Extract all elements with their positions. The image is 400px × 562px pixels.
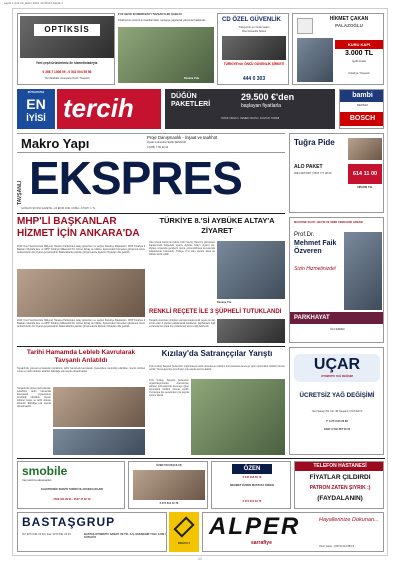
top-story-sub: Kütahya'nın önemli iş insanlarından, sanayiye yapılacak yatırımlar hakkında... — [118, 19, 208, 22]
telefon-title: TELEFON HASTANESİ — [295, 462, 384, 471]
en-iyisi-sub: İYİSİ — [26, 113, 46, 123]
tercih-text: tercih — [63, 93, 134, 123]
tugra-phones: 0544 648 0067 | 0537 777 28 60 — [294, 172, 332, 175]
doctor-slogan: Sizin Hizmetinizde! — [294, 266, 337, 272]
buse-ad — [211, 461, 291, 509]
en-iyisi-top: KÜTAHYA'DA — [27, 91, 45, 94]
bambi-name: bambi — [340, 90, 384, 102]
guvenlik-line2: Özel Güvenlik Şirketi — [241, 30, 267, 33]
ucar-ad — [289, 347, 384, 455]
makro-phone: 0 (266) 7 60 22 64 — [147, 146, 169, 149]
kiralik-photo — [297, 38, 333, 82]
kiralik-name: HİKMET ÇAKAN — [329, 16, 369, 22]
turkiye-more[interactable]: Devamı 3'te — [217, 301, 232, 304]
bambi-sub: MERKEZ — [357, 104, 368, 107]
optik-logo: OPTİKSİS — [34, 24, 100, 36]
tercih-logo — [57, 89, 161, 129]
divider-2 — [17, 346, 285, 347]
alper-name: ALPER — [209, 513, 301, 540]
kiralik-price: 3.000 TL — [344, 50, 373, 57]
alper-sub: sarrafiye — [251, 540, 272, 546]
ozen-name: ÖZEN TAVUKÇULUK — [156, 464, 182, 467]
doctor-brand: Özel ERDEK — [330, 328, 345, 331]
tugra-photo — [348, 138, 382, 160]
rekli-headline: RENKLİ REÇETE İLE 3 ŞÜPHELİ TUTUKLANDI — [149, 309, 282, 315]
dugun-price: 29.500 €'den — [241, 92, 295, 102]
guvenlik-line1: Türkiye'nin en Önde Gelen — [238, 26, 270, 29]
makro-line2: İnşaat mühendisi Sadık ŞENGÜR — [147, 141, 186, 144]
satranc-headline: Kızılay'da Satranççılar Yarıştı — [161, 349, 273, 358]
mobile-ad — [17, 461, 125, 509]
buse-owners: MEHMET ÖZDEN MUSTAFA ÖZDEN — [230, 484, 274, 487]
tarihi-headline: Tarihi Hamamda Lebleb Kavrularak Tavşanlı Anlatıldı — [26, 349, 136, 364]
kiralik-ad — [292, 13, 384, 85]
doctor-title: Prof.Dr. — [294, 232, 315, 238]
guvenlik-tagline: TÜRKİYE'nin ÖNCÜ GÜVENLİK ŞİRKETİ — [223, 62, 285, 66]
rekli-body: Tavşanlı ilçesinde yürütülen soruşturmada renkli reçete ile ilaç temin eden 3 şüpheli yakalanarak tutuklandı. Şüphelilerin ilgili eczanelerden yasa dışı yollarla ilaç temin ettiği belirlendi. — [149, 319, 215, 328]
en-iyisi-main: EN — [26, 96, 46, 112]
turkiye-photo — [217, 241, 285, 299]
optik-phones: 0 266 7 1008 09 - 0 541 004 55 56 — [42, 70, 92, 74]
footer-mark: 42 — [197, 556, 203, 561]
optik-photo — [20, 16, 114, 58]
ucar-line: ÜCRETSİZ YAĞ DEĞİŞİMİ — [299, 392, 375, 399]
mhp-photo — [17, 269, 145, 317]
bastas-name: BASTAŞGRUP — [22, 515, 116, 529]
bambi-ad — [339, 89, 384, 129]
alper-tagline: Hayallerinize Dokunan... — [319, 517, 379, 523]
top-story — [118, 13, 214, 85]
mobile-phone: 0539 424 99 91 - 0537 47 63 19 — [53, 498, 91, 501]
bosch-name: BOSCH — [340, 112, 384, 126]
divider-3 — [17, 458, 385, 459]
top-story-photo — [118, 27, 214, 83]
mhp-body: 2019 Yerel Seçimlerinde Milliyetçi Hareket Partisinden aday gösterilen ve seçilen Belediye Başkanları, MHP Kütahya İl Başkanı Mustafa Ece ve MHP Kütahya Milletvekili Dr. Ahmet Erbaş ile birlikte, ilçelerindeki hizmetleri görüşmek üzere Ankara'da bir dizi ziyaret gerçekleştirdi. Bakanlıklarda yapılan görüşmelerde ilçelerin ihtiyaçları dile getirildi. — [17, 245, 145, 254]
doctor-lines: MUAYENE SAATİ • BEYİN VE SİNİR CERRAHİSİ UZMANI — [294, 221, 363, 224]
makro-line1: Proje Danışmanlık - İnşaat ve taahhüt — [147, 135, 218, 140]
renault-name: RENAULT — [177, 542, 191, 545]
ucar-name: UÇAR — [313, 356, 361, 373]
tarihi-body-2: Tavşanlı'da yöresel lezzetlerden leblebinin tarihi hamamda kavrularak ziyaretçilere tanıtıldığı etkinlikte, ilçenin kültürel mirası ve tarihi dokusu anlatıldı. Etkinliğe çok sayıda davetli katıldı. — [17, 387, 51, 408]
satranc-body-2: Türk Kızılay Tavşanlı Şubesi'nin organizasyonunda düzenlenen satranç turnuvasında dereceye giren sporculara ödülleri törenle verildi. Turnuvaya ilçe genelinden çok sayıda sporcu katıldı. — [149, 379, 189, 397]
ucar-phone: T: 0 274 615 26 88 — [326, 420, 348, 423]
telefon-ad — [294, 461, 384, 509]
ucar-gsm: GSM: 0 532 387 56 15 — [323, 428, 351, 431]
guvenlik-name: CD ÖZEL GÜVENLİK — [222, 17, 281, 23]
tarihi-body: Tavşanlı'da yöresel lezzetlerden leblebinin tarihi hamamda kavrularak ziyaretçilere tanıtıldığı etkinlikte, ilçenin kültürel mirası ve tarihi dokusu anlatıldı. Etkinliğe çok sayıda davetli katıldı. — [17, 367, 145, 373]
mobile-sub: Cep telefonu aksesuarları — [22, 479, 52, 482]
tarihi-photo-1 — [53, 387, 145, 427]
kiralik-brand: PALAZOĞLU — [335, 23, 363, 28]
dugun-ad — [165, 89, 335, 129]
turkiye-headline: TÜRKİYE 8.'Sİ AYBÜKE ALTAY'A ZİYARET — [159, 216, 275, 235]
mhp-body-2: 2019 Yerel Seçimlerinde Milliyetçi Hareket Partisinden aday gösterilen ve seçilen Belediye Başkanları, MHP Kütahya İl Başkanı Mustafa Ece ve MHP Kütahya Milletvekili Dr. Ahmet Erbaş ile birlikte, ilçelerindeki hizmetleri görüşmek üzere Ankara'da bir dizi ziyaret gerçekleştirdi. Bakanlıklarda yapılan görüşmelerde ilçelerin ihtiyaçları dile getirildi. — [17, 319, 145, 328]
ucar-sub: OTOMOTİV YAĞ DEĞİŞİM — [321, 375, 353, 378]
kiralik-contact: Kütahya / Tavşanlı — [348, 72, 370, 75]
makro-name: Makro Yapı — [21, 136, 90, 151]
ozen-ad — [128, 461, 208, 509]
satranc-photo — [191, 379, 285, 455]
turkiye-headline-area — [149, 216, 285, 240]
satranc-body: Türk Kızılay Tavşanlı Şubesi'nin organizasyonunda düzenlenen satranç turnuvasında dereceye giren sporculara ödülleri törenle verildi. Turnuvaya ilçe genelinden çok sayıda sporcu katıldı. — [149, 365, 285, 371]
optik-slogan: Yeni çeşit ürünlerimiz ile hizmetinizdeyiz. — [35, 61, 99, 65]
telefon-line1: FİYATLAR ÇILDIRDI — [309, 474, 371, 481]
mhp-headline: MHP'Lİ BAŞKANLAR HİZMET İÇİN ANKARA'DA — [17, 216, 140, 239]
top-story-more[interactable]: Devamı 3'de — [184, 77, 200, 80]
ozen-photo — [133, 470, 205, 500]
mhp-headline-area — [17, 216, 145, 244]
guvenlik-photo — [222, 36, 286, 60]
renault-logo-icon — [173, 516, 194, 537]
logo-text: EKSPRES — [29, 155, 242, 204]
kiralik-label: KURU KAPI — [335, 40, 383, 49]
bastas-text: BASTAŞ OTOMOTİV SANAYİ VE TİC. A.Ş. ESKİŞEHİR YOLU 3.KM / KÜTAHYA — [84, 533, 166, 540]
buse-phone: 0 545 918 56 79 — [242, 476, 262, 479]
kiralik-unit: İşçilik kiralık — [352, 60, 366, 63]
dugun-note: başlayan fiyatlarla — [241, 103, 282, 109]
tugra-order: SİPARİŞ TEL — [357, 186, 373, 189]
logo-vertical: TAVŞANLI — [17, 180, 23, 205]
renault-ad — [169, 512, 199, 552]
doctor-ad — [289, 217, 384, 343]
dugun-title: DÜĞÜN PAKETLERİ — [171, 93, 211, 108]
kiralik-logo-icon — [297, 18, 313, 34]
makro-band — [17, 133, 285, 153]
bastas-phones: Tel: 0274 631 23 32 | Fax: 0274 631 23 33 — [22, 533, 71, 536]
mobile-name: smobile — [22, 464, 68, 478]
ekspres-logo-area — [17, 155, 285, 205]
alper-ad — [202, 512, 384, 552]
divider — [17, 213, 285, 214]
top-story-headline: FÜZ GEVE İN MERKEZİYİ TAVŞAN ILIKI ŞABLOI — [118, 13, 182, 16]
rekli-photo — [217, 319, 285, 343]
buse-tel: 0 274 614 10 76 — [242, 500, 262, 503]
newspaper-page — [12, 8, 388, 556]
telefon-line2: PATRON ZATEN ŞIYRIK :) — [309, 485, 371, 491]
buse-name: ÖZEN — [232, 464, 272, 474]
ucar-address: Yeni Sanayi Sit. No: 46 Tavşanlı / KÜTAHYA — [311, 410, 363, 413]
tugra-big-number: 614 11 00 — [348, 164, 382, 184]
guvenlik-ad — [217, 13, 289, 85]
tugra-ad — [289, 133, 384, 213]
bastas-ad — [17, 512, 167, 552]
ozen-phone: 0 274 614 10 76 — [159, 502, 179, 505]
turkiye-body: Ülke Ulusal Gezisi ile Kübra Yıldız Sevinç Hanımın görüşmesi kapsamında bölgedeki sporcu Aybüke Altay'ı ziyaret etti. Ziyaret sırasında gençlerin spora yönlendirilmesi konusunda istişarelerde bulunuldu. Türkiye 8.'si olan sporcu ailesi ile birlikte tebrik edildi. — [149, 241, 215, 256]
tarihi-photo-2 — [53, 429, 145, 455]
telefon-line3: (FAYDALANIN) — [317, 495, 363, 502]
alper-address: Uzun Çarşı - (0274) 614 88 15 — [319, 545, 355, 548]
doctor-name: Mehmet Faik Özveren — [294, 240, 337, 255]
tugra-owner: ALO PAKET — [294, 164, 323, 170]
optik-address: Yeni Mahalle Uzunçarşı No:8 / Tavşanlı — [44, 77, 90, 80]
optik-ad — [17, 13, 115, 85]
logo-meta: GÜNLÜK SİYASİ GAZETE • 22 EKİM 2021 CUMA • FİYATI: 1 TL — [21, 207, 96, 210]
mobile-line: ELEKTRONİK SERVİS TAMİRİ VE AKSESUARLARI — [41, 488, 103, 491]
print-header: sayfa 1.qxd 22_Ekim 2021 14:35:03 Sayfa 1 — [4, 1, 63, 5]
en-iyisi-badge — [17, 89, 55, 129]
tugra-name: Tuğra Pide — [294, 138, 335, 147]
dugun-tags: YATAK ODASI • YEMEK ODASI • KOLTUK TAKIMI — [220, 117, 280, 120]
doctor-place: PARKHAYAT — [290, 312, 384, 324]
doctor-photo — [344, 232, 382, 310]
guvenlik-phone: 444 0 303 — [242, 76, 266, 82]
